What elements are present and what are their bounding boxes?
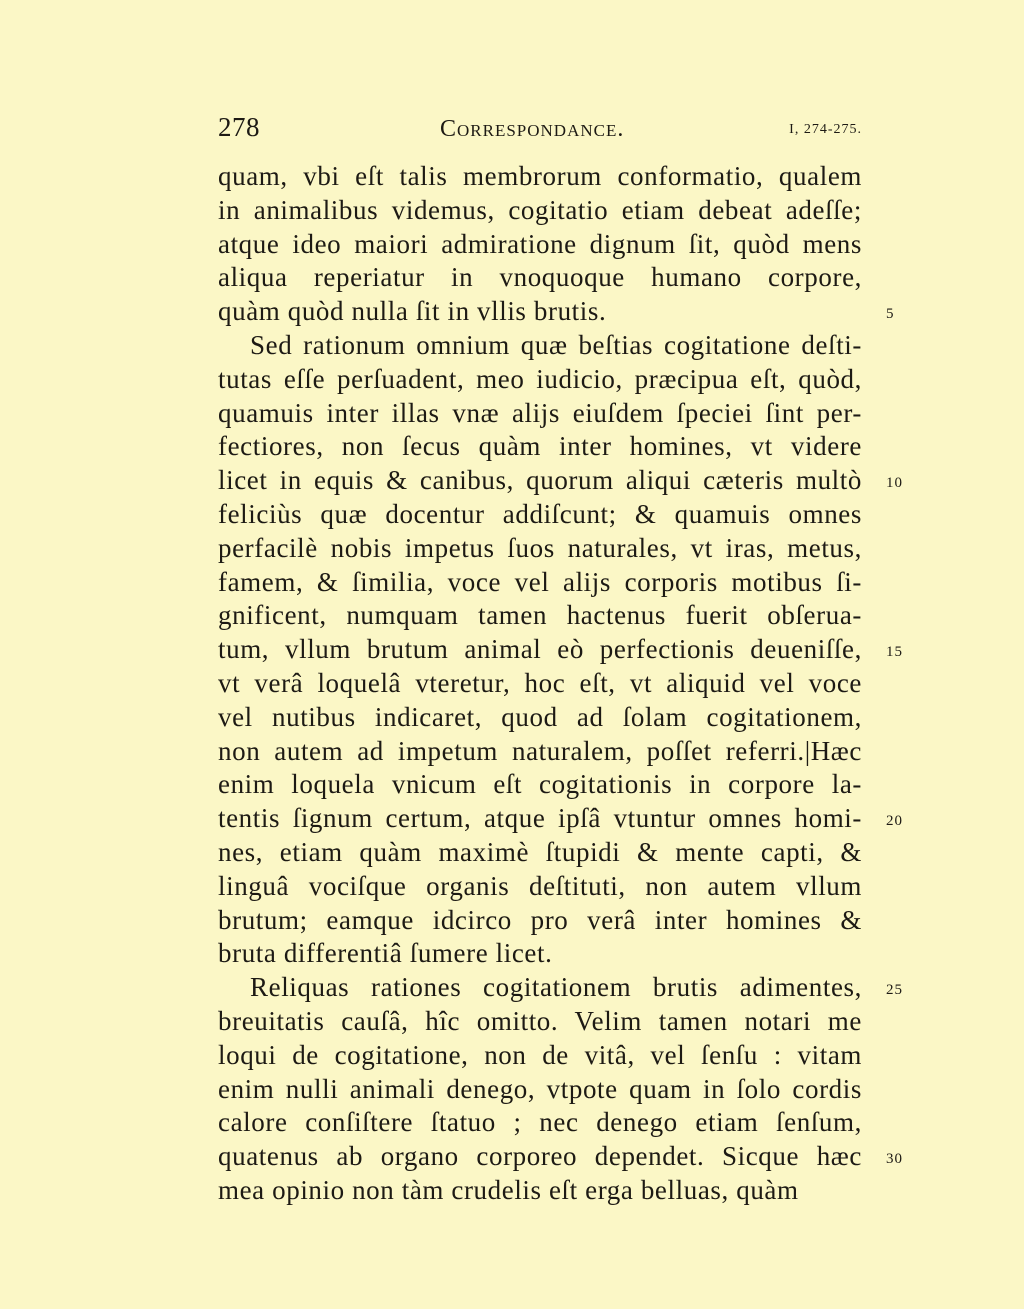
- text-line: [218, 701, 862, 735]
- line-text: quatenus ab organo corporeo dependet. Sicque hæc: [218, 1141, 862, 1172]
- text-line: [218, 430, 862, 464]
- line-text: quam, vbi eſt talis membrorum conformatio, qualem: [218, 161, 862, 191]
- text-line: [218, 1106, 862, 1140]
- text-line: [218, 160, 862, 194]
- text-line: [218, 870, 862, 904]
- line-text: feliciùs quæ docentur addiſcunt; & quamuis omnes: [218, 498, 862, 529]
- text-line: [218, 735, 862, 769]
- text-line: [218, 464, 903, 498]
- line-text: calore conſiſtere ſtatuo ; nec denego etiam ſenſum,: [218, 1107, 862, 1138]
- text-line: [218, 904, 862, 938]
- page-reference: I, 274-275.: [789, 122, 862, 137]
- text-line: [218, 971, 903, 1005]
- line-text: aliqua reperiatur in vnoquoque humano corpore,: [218, 262, 862, 293]
- line-text: atque ideo maiori admiratione dignum ſit, quòd mens: [218, 228, 862, 259]
- text-line: [218, 566, 862, 600]
- line-number: 5: [886, 306, 895, 323]
- line-text: quamuis inter illas vnæ alijs eiuſdem ſpeciei ſint per-: [218, 397, 862, 428]
- text-line: [218, 228, 862, 262]
- text-line: [218, 532, 862, 566]
- line-text: licet in equis & canibus, quorum aliqui cæteris multò: [218, 465, 862, 496]
- line-number: 30: [886, 1151, 903, 1168]
- line-text: vt verâ loquelâ vteretur, hoc eſt, vt aliquid vel voce: [218, 667, 862, 698]
- text-line: [218, 667, 862, 701]
- text-line: [218, 937, 862, 971]
- line-text: bruta differentiâ ſumere licet.: [218, 938, 553, 969]
- line-text: enim loquela vnicum eſt cogitationis in corpore la-: [218, 769, 862, 800]
- paragraph: [218, 160, 895, 329]
- line-number: 10: [886, 475, 903, 492]
- line-number: 15: [886, 644, 903, 661]
- line-text: Sed rationum omnium quæ beſtias cogitatione deſti-: [250, 329, 862, 360]
- running-head: [218, 112, 862, 148]
- line-text: breuitatis cauſâ, hîc omitto. Velim tamen notari me: [218, 1005, 862, 1036]
- text-line: [218, 363, 862, 397]
- text-line: [218, 633, 903, 667]
- paragraph: [218, 329, 903, 971]
- line-text: in animalibus videmus, cogitatio etiam debeat adeſſe;: [218, 194, 862, 225]
- text-line: [218, 768, 862, 802]
- page-number: 278: [218, 112, 260, 142]
- text-line: [218, 194, 862, 228]
- text-line: [218, 599, 862, 633]
- text-line: [218, 295, 895, 329]
- line-text: mea opinio non tàm crudelis eſt erga belluas, quàm: [218, 1174, 799, 1205]
- line-text: nes, etiam quàm maximè ſtupidi & mente capti, &: [218, 836, 862, 867]
- line-text: perfacilè nobis impetus ſuos naturales, vt iras, metus,: [218, 532, 862, 563]
- line-text: non autem ad impetum naturalem, poſſet referri.|Hæc: [218, 735, 862, 766]
- text-line: [218, 802, 903, 836]
- line-text: tentis ſignum certum, atque ipſâ vtuntur omnes homi-: [218, 803, 862, 834]
- line-text: tum, vllum brutum animal eò perfectionis deueniſſe,: [218, 634, 862, 665]
- text-line: [218, 397, 862, 431]
- paragraph: [218, 971, 903, 1208]
- line-number: 20: [886, 813, 903, 830]
- text-line: [218, 1039, 862, 1073]
- line-text: tutas eſſe perſuadent, meo iudicio, præcipua eſt, quòd,: [218, 363, 862, 394]
- text-line: [218, 1005, 862, 1039]
- line-text: linguâ vociſque organis deſtituti, non autem vllum: [218, 870, 862, 901]
- line-number: 25: [886, 982, 903, 999]
- page-title: Correspondance.: [440, 116, 625, 142]
- text-line: [218, 836, 862, 870]
- text-line: [218, 498, 862, 532]
- text-line: [218, 1174, 862, 1208]
- line-text: loqui de cogitatione, non de vitâ, vel ſenſu : vitam: [218, 1039, 862, 1070]
- body-text: [218, 160, 903, 1208]
- text-line: [218, 1140, 903, 1174]
- line-text: gnificent, numquam tamen hactenus fuerit obſerua-: [218, 600, 862, 631]
- line-text: quàm quòd nulla ſit in vllis brutis.: [218, 296, 607, 327]
- line-text: brutum; eamque idcirco pro verâ inter homines &: [218, 904, 862, 935]
- line-text: enim nulli animali denego, vtpote quam in ſolo cordis: [218, 1073, 862, 1104]
- text-line: [218, 261, 862, 295]
- line-text: vel nutibus indicaret, quod ad ſolam cogitationem,: [218, 701, 862, 732]
- line-text: fectiores, non ſecus quàm inter homines, vt videre: [218, 431, 862, 462]
- line-text: Reliquas rationes cogitationem brutis adimentes,: [250, 972, 862, 1003]
- text-line: [218, 1073, 862, 1107]
- line-text: famem, & ſimilia, voce vel alijs corporis motibus ſi-: [218, 566, 862, 597]
- text-line: [218, 329, 862, 363]
